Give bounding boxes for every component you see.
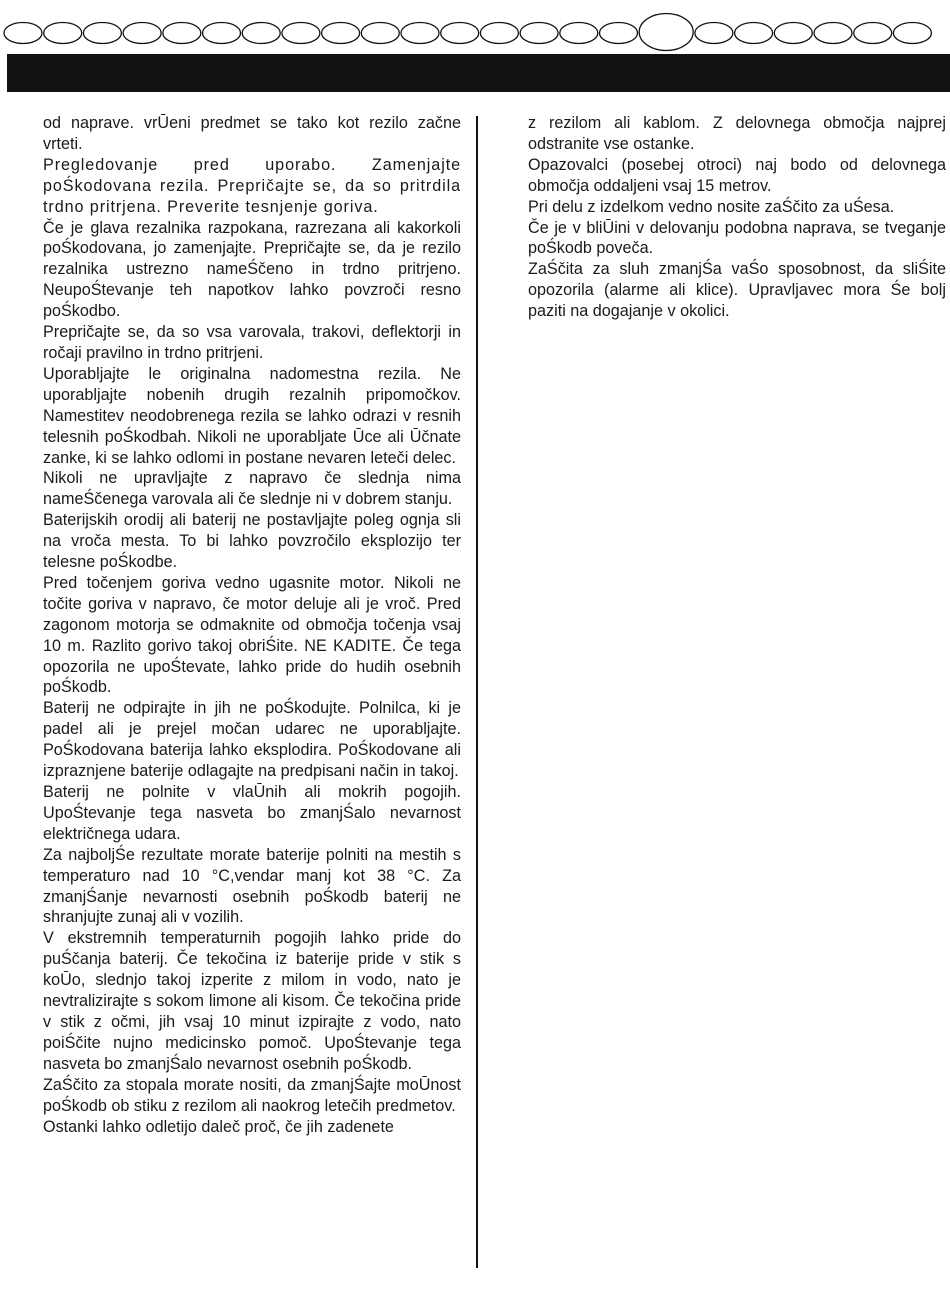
oval	[893, 23, 931, 44]
oval	[520, 23, 558, 44]
oval	[814, 23, 852, 44]
paragraph: Baterijskih orodij ali baterij ne postavljajte poleg ognja sli na vroča mesta. To bi lahko povzročilo eksplozijo ter telesne poŚkodbe.	[43, 511, 461, 572]
paragraph: Pred točenjem goriva vedno ugasnite motor. Nikoli ne točite goriva v napravo, če motor deluje ali je vroč. Pred zagonom motorja se odmaknite od območja točenja vsaj 10 m. Razlito gorivo takoj obriŚite. NE KADITE. Če tega opozorila ne upoŚtevate, lahko pride do hudih osebnih poŚkodb.	[43, 573, 461, 697]
right-column	[528, 113, 946, 322]
paragraph: od naprave. vrŪeni predmet se tako kot rezilo začne vrteti.	[43, 114, 461, 153]
oval	[282, 23, 320, 44]
paragraph: Pri delu z izdelkom vedno nosite zaŚčito za uŚesa.	[528, 197, 895, 216]
column-divider	[476, 116, 478, 1268]
oval	[560, 23, 598, 44]
paragraph: Baterij ne odpirajte in jih ne poŚkodujte. Polnilca, ki je padel ali je prejel močan udarec ne uporabljajte. PoŚkodovana baterija lahko eksplodira. PoŚkodovane ali izpraznjene baterije odlagajte na predpisani način in takoj.	[43, 699, 461, 781]
oval	[401, 23, 439, 44]
page-marker-oval	[639, 14, 693, 51]
oval	[4, 23, 42, 44]
oval	[163, 23, 201, 44]
paragraph: V ekstremnih temperaturnih pogojih lahko pride do puŚčanja baterij. Če tekočina iz baterije pride v stik s koŪo, slednjo takoj izperite z milom in vodo, nato je nevtralizirajte s sokom limone ali kisom. Če tekočina pride v stik z očmi, jih vsaj 10 minut izpirajte z vodo, nato poiŚčite nujno medicinsko pomoč. UpoŚtevanje tega nasveta bo zmanjŚalo nevarnost osebnih poŚkodb.	[43, 929, 461, 1073]
paragraph: Ostanki lahko odletijo daleč proč, če jih zadenete	[43, 1117, 394, 1136]
oval	[854, 23, 892, 44]
paragraph: z rezilom ali kablom. Z delovnega območja najprej odstranite vse ostanke.	[528, 114, 946, 153]
paragraph: Uporabljajte le originalna nadomestna rezila. Ne uporabljajte nobenih drugih rezalnih pripomočkov. Namestitev neodobrenega rezila se lahko odrazi v resnih telesnih poŚkodbah. Nikoli ne uporabljate Ūce ali Ūčnate zanke, ki se lahko odlomi in postane nevaren leteči delec.	[43, 364, 461, 467]
paragraph: Za najboljŚe rezultate morate baterije polniti na mestih s temperaturo nad 10 °C,vendar manj kot 38 °C. Za zmanjŚanje nevarnosti osebnih poŚkodb baterij ne shranjujte zunaj ali v vozilih.	[43, 845, 461, 927]
oval	[361, 23, 399, 44]
paragraph: Opazovalci (posebej otroci) naj bodo od delovnega območja oddaljeni vsaj 15 metrov.	[528, 155, 946, 195]
paragraph: Če je v bliŪini v delovanju podobna naprava, se tveganje poŚkodb poveča.	[528, 218, 946, 258]
paragraph: Baterij ne polnite v vlaŪnih ali mokrih pogojih. UpoŚtevanje tega nasveta bo zmanjŚalo nevarnost električnega udara.	[43, 783, 461, 843]
paragraph: ZaŚčita za sluh zmanjŚa vaŚo sposobnost, da sliŚite opozorila (alarme ali klice). Upravljavec mora Śe bolj paziti na dogajanje v okolici.	[528, 260, 946, 321]
oval	[123, 23, 161, 44]
oval	[480, 23, 518, 44]
header-bar	[7, 54, 950, 92]
oval	[774, 23, 812, 44]
oval	[83, 23, 121, 44]
oval	[441, 23, 479, 44]
oval	[735, 23, 773, 44]
paragraph: ZaŚčito za stopala morate nositi, da zmanjŚajte moŪnost poŚkodb ob stiku z rezilom ali naokrog letečih predmetov.	[43, 1075, 461, 1115]
oval	[44, 23, 82, 44]
paragraph: Prepričajte se, da so vsa varovala, trakovi, deflektorji in ročaji pravilno in trdno pritrjeni.	[43, 323, 461, 362]
paragraph: Če je glava rezalnika razpokana, razrezana ali kakorkoli poŚkodovana, jo zamenjajte. Prepričajte se, da je rezilo rezalnika ustrezno nameŚčeno in trdno pritrjeno. NeupoŚtevanje teh napotkov lahko povzroči resno poŚkodbo.	[43, 218, 461, 321]
oval	[203, 23, 241, 44]
header-ovals	[0, 0, 950, 52]
paragraph: Pregledovanje pred uporabo. Zamenjajte poŚkodovana rezila. Prepričajte se, da so pritrdila trdno pritrjena. Preverite tesnjenje goriva.	[43, 155, 461, 216]
oval	[695, 23, 733, 44]
oval	[242, 23, 280, 44]
paragraph: Nikoli ne upravljajte z napravo če slednja nima nameŚčenega varovala ali če slednje ni v dobrem stanju.	[43, 469, 461, 509]
left-column	[43, 113, 461, 1137]
oval	[322, 23, 360, 44]
oval	[600, 23, 638, 44]
